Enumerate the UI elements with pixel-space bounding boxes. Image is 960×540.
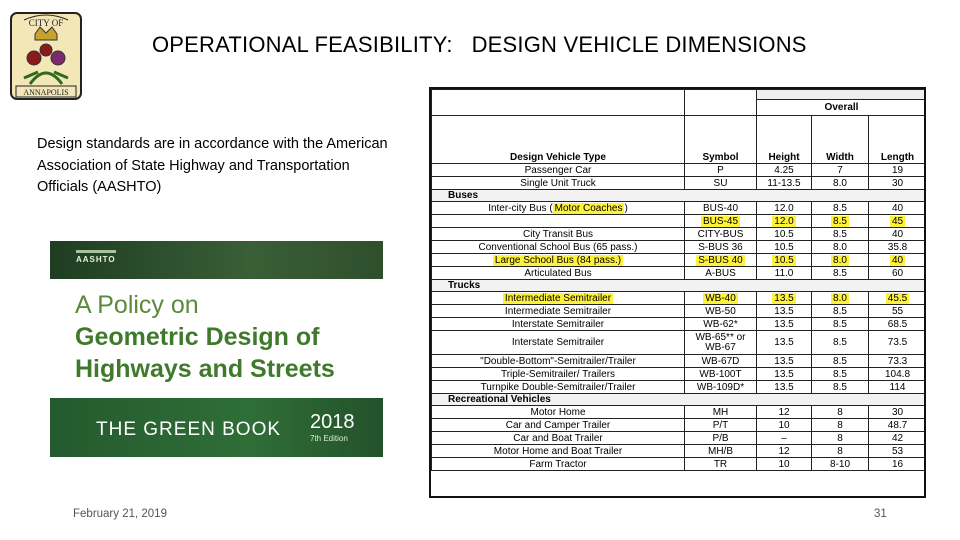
table-row — [432, 368, 927, 381]
city-logo — [10, 12, 82, 100]
table-cell — [757, 254, 812, 267]
highlighted-value: 45.5 — [887, 292, 908, 304]
table-cell: MH — [685, 406, 757, 419]
table-cell: 12 — [757, 406, 812, 419]
blank-header-cell — [685, 90, 757, 116]
cover-edition: 7th Edition — [310, 434, 348, 443]
highlighted-value: 45 — [891, 215, 904, 227]
table-cell: 10 — [757, 419, 812, 432]
table-cell — [432, 215, 685, 228]
table-cell — [812, 292, 869, 305]
overall-group-header: Overall — [757, 100, 927, 116]
highlighted-value: 12.0 — [774, 215, 794, 227]
table-cell: Motor Home — [432, 406, 685, 419]
table-cell: S-BUS 36 — [685, 241, 757, 254]
intro-paragraph: Design standards are in accordance with the American Association of State Highway and Transportation Officials (AASHTO) — [37, 136, 388, 195]
table-cell: 8 — [812, 406, 869, 419]
table-cell: Inter-city Bus ( Motor Coaches ) — [432, 202, 685, 215]
table-cell: 13.5 — [757, 318, 812, 331]
table-row — [432, 381, 927, 394]
table-cell — [757, 292, 812, 305]
table-row — [432, 241, 927, 254]
table-cell: 55 — [869, 305, 927, 318]
table-cell: 8.0 — [812, 241, 869, 254]
table-cell — [685, 292, 757, 305]
highlighted-value: Motor Coaches — [554, 202, 623, 214]
table-row — [432, 215, 927, 228]
table-cell: 8 — [812, 432, 869, 445]
table-row — [432, 267, 927, 280]
cover-line-3: Highways and Streets — [75, 355, 335, 383]
table-cell: 8.5 — [812, 318, 869, 331]
table-cell — [812, 254, 869, 267]
table-cell — [869, 215, 927, 228]
table-cell: BUS-40 — [685, 202, 757, 215]
column-header-symbol: Symbol — [685, 116, 757, 164]
table-cell — [812, 215, 869, 228]
table-cell: Turnpike Double-Semitrailer/Trailer — [432, 381, 685, 394]
table-cell: 8.5 — [812, 305, 869, 318]
cover-line-2: Geometric Design of — [75, 323, 320, 351]
table-cell: MH/B — [685, 445, 757, 458]
table-cell: P/B — [685, 432, 757, 445]
table-row — [432, 419, 927, 432]
table-cell: 4.25 — [757, 164, 812, 177]
highlighted-value: Intermediate Semitrailer — [504, 292, 612, 304]
table-cell: 7 — [812, 164, 869, 177]
table-cell: 10.5 — [757, 241, 812, 254]
table-cell: WB-100T — [685, 368, 757, 381]
highlighted-value: 13.5 — [774, 292, 794, 304]
logo-top-text: CITY OF — [28, 18, 64, 28]
table-cell: 8 — [812, 445, 869, 458]
table-cell: – — [757, 432, 812, 445]
table-cell — [685, 215, 757, 228]
table-cell: 13.5 — [757, 331, 812, 355]
table-row — [432, 318, 927, 331]
table-row — [432, 164, 927, 177]
table-cell: Articulated Bus — [432, 267, 685, 280]
table-cell: SU — [685, 177, 757, 190]
table-cell: P — [685, 164, 757, 177]
table-cell: Farm Tractor — [432, 458, 685, 471]
table-row — [432, 432, 927, 445]
table-row — [432, 254, 927, 267]
blank-header-cell — [757, 90, 927, 100]
vehicle-dimensions-table — [431, 89, 926, 471]
highlighted-value: 8.0 — [833, 292, 847, 304]
cover-year: 2018 — [310, 411, 355, 433]
table-cell: 8.5 — [812, 267, 869, 280]
table-cell: 8.5 — [812, 368, 869, 381]
slide-title: OPERATIONAL FEASIBILITY: DESIGN VEHICLE DIMENSIONS — [152, 32, 807, 57]
table-cell: 13.5 — [757, 355, 812, 368]
table-cell: 40 — [869, 202, 927, 215]
column-header-type: Design Vehicle Type — [432, 116, 685, 164]
section-label: Buses — [432, 190, 927, 202]
table-cell: Single Unit Truck — [432, 177, 685, 190]
table-cell: 8.5 — [812, 331, 869, 355]
table-cell: 53 — [869, 445, 927, 458]
table-cell: 8-10 — [812, 458, 869, 471]
table-cell: 60 — [869, 267, 927, 280]
page-number: 31 — [874, 508, 887, 520]
highlighted-value: 8.5 — [833, 215, 847, 227]
highlighted-value: BUS-45 — [702, 215, 738, 227]
table-cell: 13.5 — [757, 381, 812, 394]
table-cell: Interstate Semitrailer — [432, 318, 685, 331]
logo-bottom-text: ANNAPOLIS — [23, 88, 69, 97]
section-label: Trucks — [432, 280, 927, 292]
table-cell: 42 — [869, 432, 927, 445]
table-cell: 35.8 — [869, 241, 927, 254]
table-cell: A-BUS — [685, 267, 757, 280]
table-cell: 8.5 — [812, 228, 869, 241]
table-cell — [432, 292, 685, 305]
table-row — [432, 406, 927, 419]
publisher-name: AASHTO — [76, 255, 116, 264]
table-row — [432, 177, 927, 190]
table-row — [432, 305, 927, 318]
table-cell — [869, 292, 927, 305]
table-cell: 104.8 — [869, 368, 927, 381]
table-cell — [757, 215, 812, 228]
table-cell: 73.3 — [869, 355, 927, 368]
table-cell: Passenger Car — [432, 164, 685, 177]
table-cell: WB-65** or WB-67 — [685, 331, 757, 355]
footer-date: February 21, 2019 — [73, 508, 167, 520]
table-cell: 16 — [869, 458, 927, 471]
table-cell: 48.7 — [869, 419, 927, 432]
section-row — [432, 394, 927, 406]
table-cell: Triple-Semitrailer/ Trailers — [432, 368, 685, 381]
table-cell — [432, 254, 685, 267]
blank-header-cell — [432, 90, 685, 116]
cover-line-1: A Policy on — [75, 291, 199, 319]
cover-subtitle: THE GREEN BOOK — [96, 419, 282, 440]
table-cell: 8.5 — [812, 202, 869, 215]
table-cell: Car and Boat Trailer — [432, 432, 685, 445]
table-cell: 12.0 — [757, 202, 812, 215]
table-row — [432, 228, 927, 241]
column-header-height: Height — [757, 116, 812, 164]
table-cell: 114 — [869, 381, 927, 394]
table-cell: City Transit Bus — [432, 228, 685, 241]
table-row — [432, 458, 927, 471]
green-book-cover — [50, 241, 383, 457]
column-header-width: Width — [812, 116, 869, 164]
table-cell: WB-67D — [685, 355, 757, 368]
table-cell: 12 — [757, 445, 812, 458]
table-cell: 30 — [869, 177, 927, 190]
table-cell: WB-50 — [685, 305, 757, 318]
table-cell: 68.5 — [869, 318, 927, 331]
table-cell: 30 — [869, 406, 927, 419]
table-cell: 8.5 — [812, 381, 869, 394]
table-cell: 8.0 — [812, 177, 869, 190]
table-cell: Car and Camper Trailer — [432, 419, 685, 432]
table-row — [432, 445, 927, 458]
table-cell: Motor Home and Boat Trailer — [432, 445, 685, 458]
column-header-length: Length — [869, 116, 927, 164]
highlighted-value: 40 — [891, 254, 904, 266]
publisher-bar — [76, 250, 116, 253]
section-row — [432, 280, 927, 292]
table-cell: 73.5 — [869, 331, 927, 355]
table-row — [432, 292, 927, 305]
table-row — [432, 331, 927, 355]
highlighted-value: S-BUS 40 — [698, 254, 743, 266]
highlighted-value: 10.5 — [774, 254, 794, 266]
table-cell: 11-13.5 — [757, 177, 812, 190]
highlighted-value: WB-40 — [705, 292, 736, 304]
table-cell: 8 — [812, 419, 869, 432]
highlighted-value: Large School Bus (84 pass.) — [494, 254, 622, 266]
section-row — [432, 190, 927, 202]
table-cell: Intermediate Semitrailer — [432, 305, 685, 318]
table-row — [432, 202, 927, 215]
table-cell: 13.5 — [757, 368, 812, 381]
table-cell: CITY-BUS — [685, 228, 757, 241]
table-cell — [685, 254, 757, 267]
table-cell: WB-62* — [685, 318, 757, 331]
table-cell: "Double-Bottom"-Semitrailer/Trailer — [432, 355, 685, 368]
table-cell: TR — [685, 458, 757, 471]
table-cell: P/T — [685, 419, 757, 432]
table-row — [432, 355, 927, 368]
city-seal-icon — [10, 12, 82, 100]
design-vehicle-table — [429, 87, 926, 498]
table-cell: 8.5 — [812, 355, 869, 368]
highlighted-value: 8.0 — [833, 254, 847, 266]
table-cell: Interstate Semitrailer — [432, 331, 685, 355]
table-cell: 10 — [757, 458, 812, 471]
table-cell: 10.5 — [757, 228, 812, 241]
table-cell — [869, 254, 927, 267]
section-label: Recreational Vehicles — [432, 394, 927, 406]
table-cell: WB-109D* — [685, 381, 757, 394]
table-cell: 19 — [869, 164, 927, 177]
table-cell: 11.0 — [757, 267, 812, 280]
table-cell: 40 — [869, 228, 927, 241]
table-cell: Conventional School Bus (65 pass.) — [432, 241, 685, 254]
table-cell: 13.5 — [757, 305, 812, 318]
